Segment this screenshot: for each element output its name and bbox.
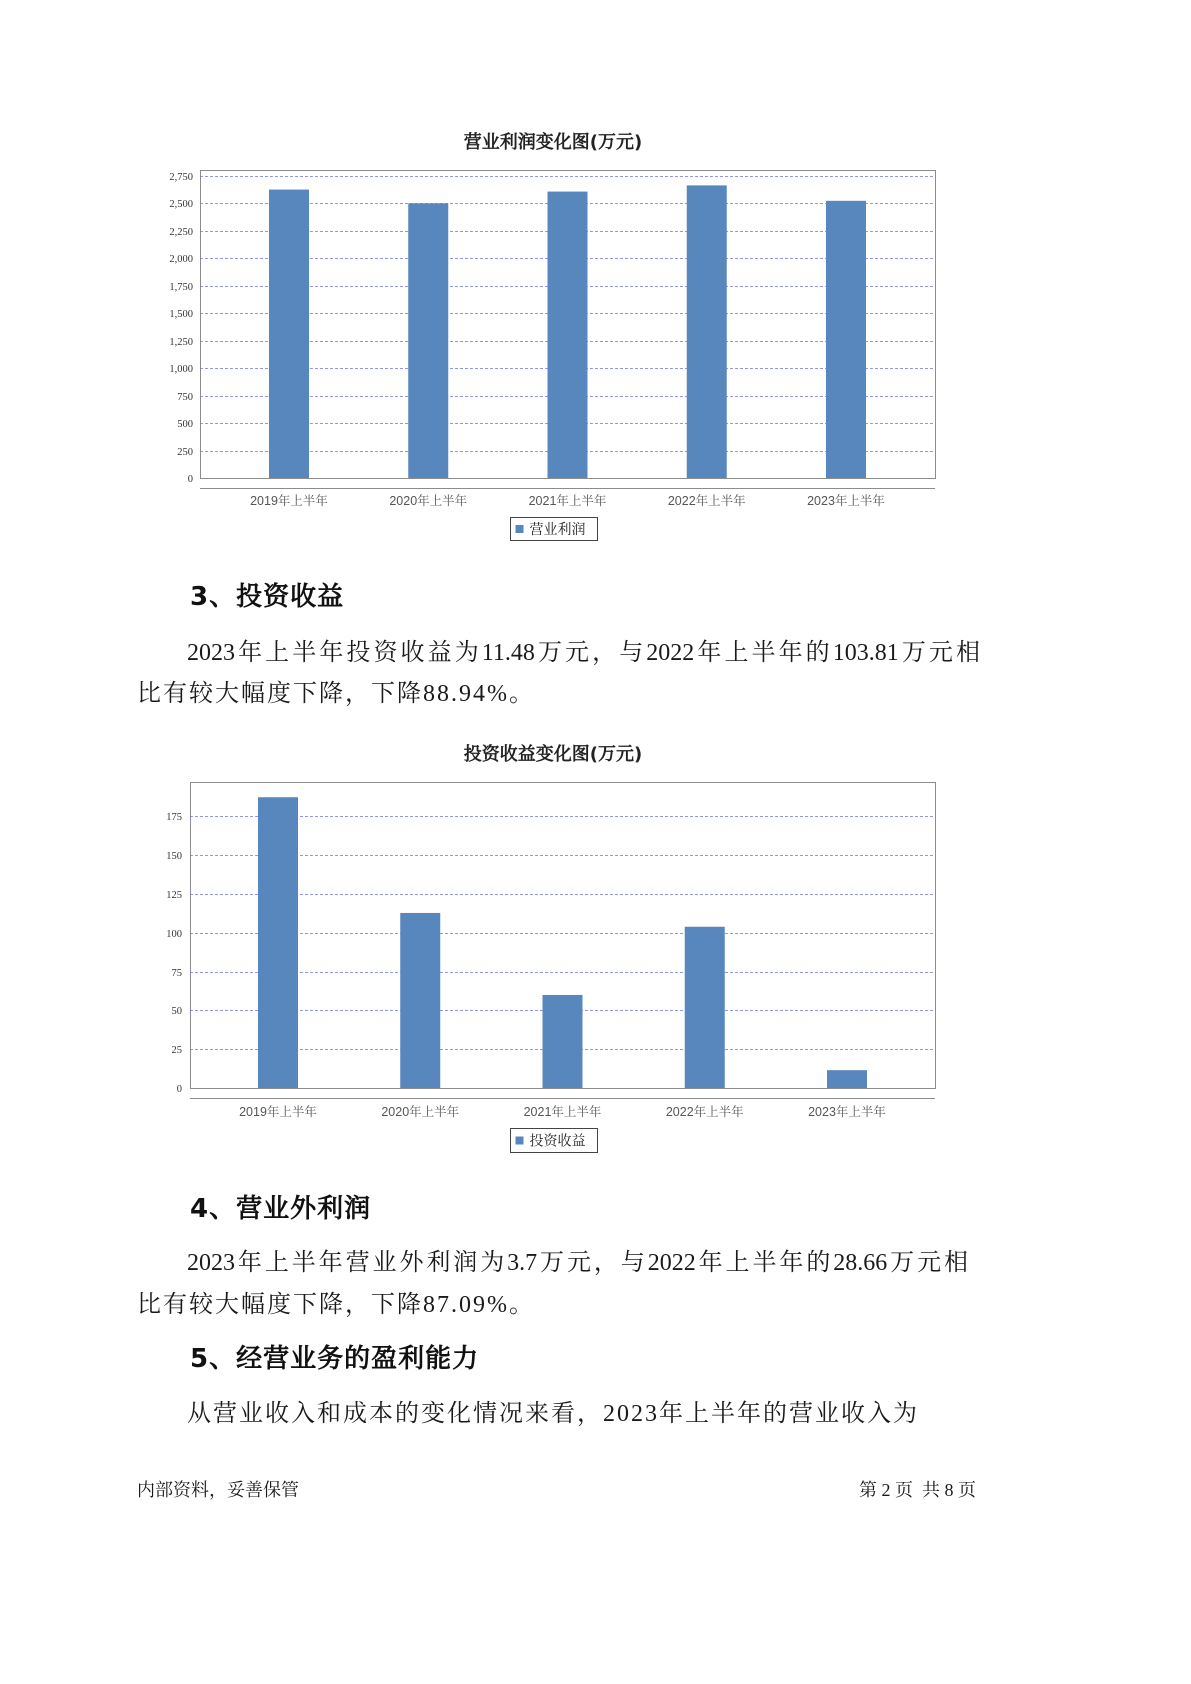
operating-profit-y-tick-label: 500 [177, 419, 193, 430]
investment-income-y-tick-label: 50 [171, 1006, 182, 1017]
operating-profit-x-tick-label: 2020年上半年 [389, 494, 468, 508]
operating-profit-y-tick-label: 750 [177, 392, 193, 403]
operating-profit-bar-4 [687, 185, 727, 478]
investment-income-legend-label: 投资收益 [529, 1133, 586, 1150]
investment-income-y-tick-label: 0 [176, 1084, 182, 1095]
operating-profit-bar-3 [548, 192, 588, 478]
section-heading-profitability: 5、经营业务的盈利能力 [190, 1344, 480, 1374]
investment-income-x-tick-label: 2021年上半年 [523, 1105, 602, 1119]
investment-income-bar-3 [543, 995, 583, 1088]
investment-income-bar-5 [827, 1070, 867, 1088]
paragraph-line: 从营业收入和成本的变化情况来看，2023年上半年的营业收入为 [187, 1401, 919, 1427]
footer-page-number: 第 2 页 共 8 页 [859, 1480, 976, 1500]
investment-income-bar-2 [400, 913, 440, 1088]
operating-profit-y-tick-label: 2,750 [169, 172, 193, 183]
investment-income-x-tick-label: 2022年上半年 [665, 1105, 744, 1119]
operating-profit-y-tick-label: 1,250 [169, 337, 193, 348]
paragraph-line: 2023年上半年投资收益为11.48万元，与2022年上半年的103.81万元相 [187, 640, 980, 666]
operating-profit-y-tick-label: 1,750 [169, 282, 193, 293]
operating-profit-x-tick-label: 2023年上半年 [807, 494, 885, 508]
paragraph-line: 比有较大幅度下降，下降88.94%。 [137, 681, 535, 707]
investment-income-x-tick-label: 2020年上半年 [381, 1105, 460, 1119]
investment-income-bar-1 [258, 797, 298, 1088]
section-heading-non-operating-profit: 4、营业外利润 [190, 1194, 372, 1224]
investment-income-y-tick-label: 75 [171, 968, 182, 979]
investment-income-chart-title: 投资收益变化图(万元) [463, 744, 643, 765]
operating-profit-y-tick-label: 2,000 [169, 254, 193, 265]
operating-profit-legend-swatch [516, 525, 524, 533]
operating-profit-x-tick-label: 2019年上半年 [250, 494, 328, 508]
paragraph-line: 比有较大幅度下降，下降87.09%。 [137, 1292, 535, 1318]
investment-income-legend-swatch [516, 1137, 524, 1145]
investment-income-chart [0, 772, 1191, 1157]
operating-profit-chart [0, 160, 1191, 545]
operating-profit-bar-5 [826, 201, 866, 478]
section-heading-investment-income: 3、投资收益 [190, 582, 345, 612]
operating-profit-bar-1 [269, 190, 309, 478]
investment-income-y-tick-label: 125 [166, 890, 182, 901]
investment-income-x-tick-label: 2023年上半年 [808, 1105, 886, 1119]
operating-profit-x-tick-label: 2022年上半年 [667, 494, 746, 508]
operating-profit-bar-2 [408, 203, 448, 478]
investment-income-y-tick-label: 25 [171, 1045, 182, 1056]
operating-profit-y-tick-label: 0 [187, 474, 193, 485]
operating-profit-x-tick-label: 2021年上半年 [528, 494, 607, 508]
footer-confidential-note: 内部资料，妥善保管 [137, 1480, 299, 1500]
operating-profit-y-tick-label: 2,250 [169, 227, 193, 238]
operating-profit-y-tick-label: 1,000 [169, 364, 193, 375]
investment-income-y-tick-label: 175 [166, 812, 182, 823]
operating-profit-y-tick-label: 1,500 [169, 309, 193, 320]
operating-profit-y-tick-label: 250 [177, 447, 193, 458]
investment-income-x-tick-label: 2019年上半年 [239, 1105, 317, 1119]
operating-profit-legend-label: 营业利润 [529, 522, 586, 538]
investment-income-bar-4 [685, 927, 725, 1088]
operating-profit-y-tick-label: 2,500 [169, 199, 193, 210]
operating-profit-chart-title: 营业利润变化图(万元) [463, 132, 643, 153]
paragraph-line: 2023年上半年营业外利润为3.7万元，与2022年上半年的28.66万元相 [187, 1250, 968, 1276]
investment-income-y-tick-label: 150 [166, 851, 182, 862]
investment-income-y-tick-label: 100 [166, 929, 182, 940]
